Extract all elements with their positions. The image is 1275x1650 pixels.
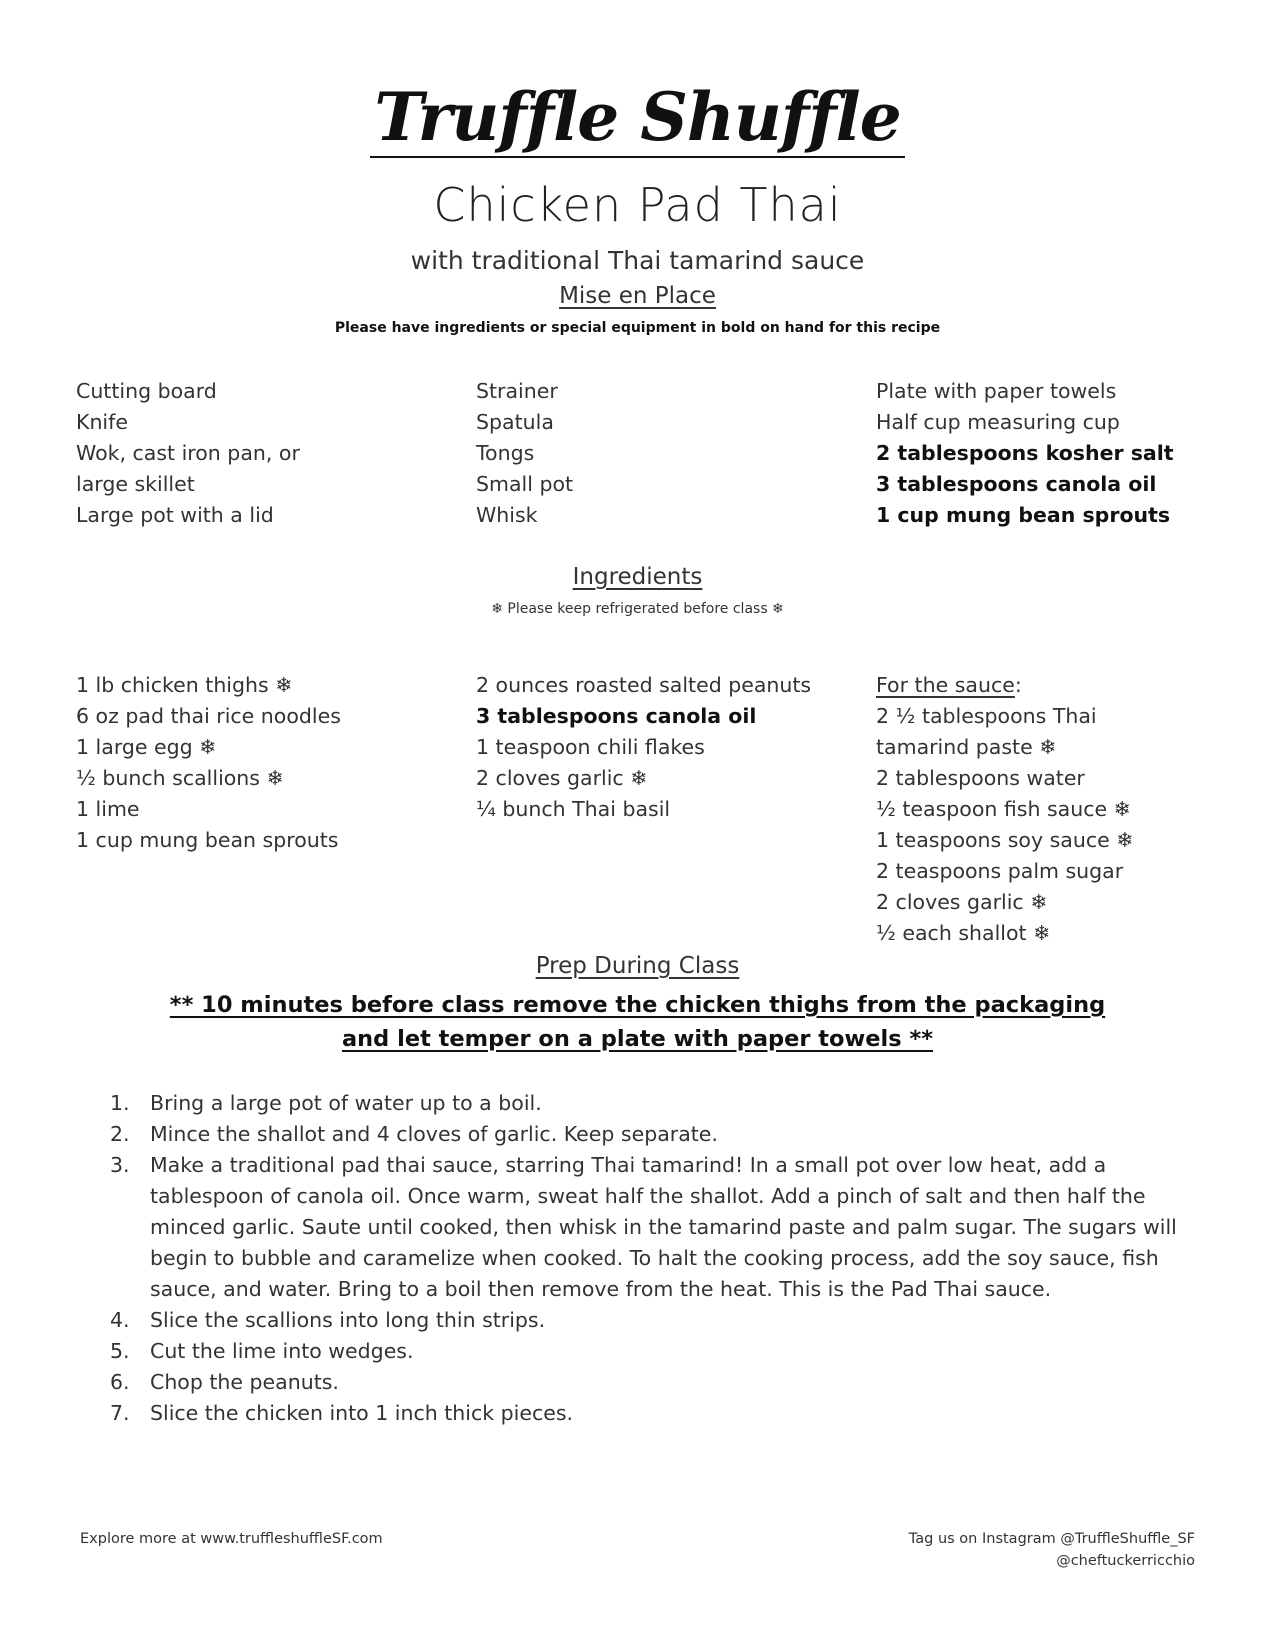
ingredients-heading: Ingredients [572,564,703,590]
recipe-subtitle: with traditional Thai tamarind sauce [410,246,865,275]
warning-line-1: ** 10 minutes before class remove the chicken thighs from the packaging [169,992,1106,1018]
ingredients-column-1 [76,670,416,856]
equipment-item-bold: 2 tablespoons kosher salt [876,441,1174,465]
warning-line-2: and let temper on a plate with paper towels ** [341,1026,934,1052]
sauce-item: ½ each shallot ❄ [876,921,1051,945]
temper-warning [0,988,1275,1056]
equipment-column-3 [876,376,1236,531]
ingredient-item: 1 teaspoon chili flakes [476,735,705,759]
equipment-item: Strainer [476,379,558,403]
recipe-title: Chicken Pad Thai [433,178,842,232]
sauce-label: For the sauce: [876,673,1022,697]
refrigerate-note: ❄ Please keep refrigerated before class ❄ [491,601,784,617]
sauce-item: 2 cloves garlic ❄ [876,890,1048,914]
equipment-item: Wok, cast iron pan, or large skillet [76,441,300,496]
ingredient-item: 1 lb chicken thighs ❄ [76,673,293,697]
sauce-item: 2 tablespoons water [876,766,1085,790]
prep-step: 1. Bring a large pot of water up to a boil. [110,1091,542,1115]
prep-heading: Prep During Class [535,953,740,979]
sauce-item: 2 ½ tablespoons Thai tamarind paste ❄ [876,704,1097,759]
ingredient-item: 6 oz pad thai rice noodles [76,704,341,728]
ingredient-item: ¼ bunch Thai basil [476,797,671,821]
prep-step: 4. Slice the scallions into long thin strips. [110,1308,546,1332]
footer-website: Explore more at www.truffleshuffleSF.com [80,1531,383,1547]
ingredient-item: 2 cloves garlic ❄ [476,766,648,790]
equipment-column-2 [476,376,816,531]
prep-step: 7. Slice the chicken into 1 inch thick pieces. [110,1401,574,1425]
equipment-item: Tongs [476,441,535,465]
prep-step: 2. Mince the shallot and 4 cloves of garlic. Keep separate. [110,1122,718,1146]
sauce-item: ½ teaspoon fish sauce ❄ [876,797,1131,821]
ingredient-item: 2 ounces roasted salted peanuts [476,673,812,697]
prep-step: 5. Cut the lime into wedges. [110,1339,414,1363]
equipment-item: Plate with paper towels [876,379,1117,403]
ingredient-item-bold: 3 tablespoons canola oil [476,704,757,728]
equipment-item: Whisk [476,503,538,527]
equipment-item-bold: 3 tablespoons canola oil [876,472,1157,496]
equipment-item: Large pot with a lid [76,503,274,527]
prep-step: 6. Chop the peanuts. [110,1370,339,1394]
equipment-item-bold: 1 cup mung bean sprouts [876,503,1171,527]
equipment-item: Small pot [476,472,574,496]
ingredient-item: 1 large egg ❄ [76,735,217,759]
equipment-item: Spatula [476,410,554,434]
footer-instagram-chef: @cheftuckerricchio [1056,1553,1195,1569]
prep-steps [110,1088,1200,1429]
sauce-column [876,670,1216,949]
footer-instagram [909,1528,1195,1572]
sauce-item: 1 teaspoons soy sauce ❄ [876,828,1134,852]
mise-en-place-note: Please have ingredients or special equipment in bold on hand for this recipe [334,320,941,336]
equipment-item: Knife [76,410,128,434]
sauce-item: 2 teaspoons palm sugar [876,859,1124,883]
footer-instagram-brand: Tag us on Instagram @TruffleShuffle_SF [908,1531,1195,1547]
equipment-column-1 [76,376,416,531]
brand-logo: Truffle Shuffle [0,78,1275,156]
ingredient-item: 1 lime [76,797,140,821]
equipment-item: Cutting board [76,379,217,403]
equipment-item: Half cup measuring cup [876,410,1120,434]
ingredient-item: ½ bunch scallions ❄ [76,766,284,790]
ingredient-item: 1 cup mung bean sprouts [76,828,339,852]
prep-step: 3. Make a traditional pad thai sauce, starring Thai tamarind! In a small pot over low heat, add a tablespoon of canola oil. Once warm, sweat half the shallot. Add a pinch of salt and then half the minced garlic. Saute until cooked, then whisk in the tamarind paste and palm sugar. The sugars will begin to bubble and caramelize when cooked. To halt the cooking process, add the soy sauce, fish sauce, and water. Bring to a boil then remove from the heat. This is the Pad Thai sauce. [110,1153,1177,1301]
ingredients-column-2 [476,670,836,825]
mise-en-place-heading: Mise en Place [559,283,716,309]
